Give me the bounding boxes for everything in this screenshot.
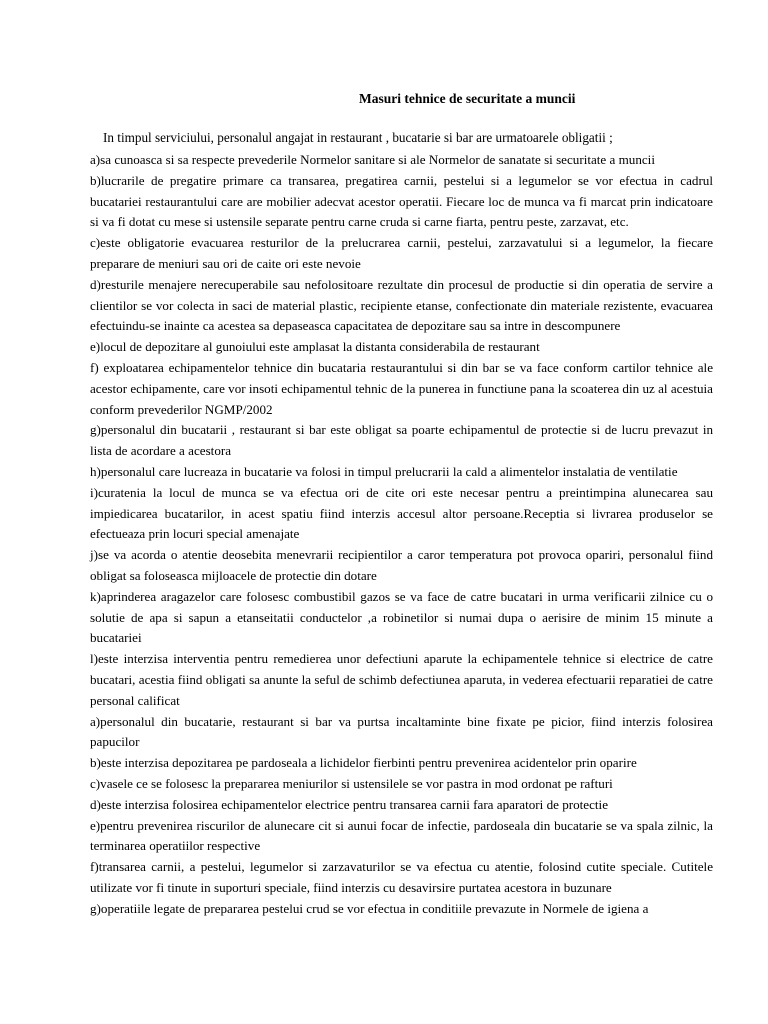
paragraph: d)este interzisa folosirea echipamentelor electrice pentru transarea carnii fara aparatori de protectie (90, 796, 609, 812)
paragraph: e)locul de depozitare al gunoiului este amplasat la distanta considerabila de restaurant (90, 339, 540, 355)
paragraph: e)pentru prevenirea riscurilor de alunecare cit si aunui focar de infectie, pardoseala din bucatarie se va spala zilnic, la terminarea operatiilor respective (90, 817, 713, 854)
paragraph: l)este interzisa interventia pentru remedierea unor defectiuni aparute la echipamentele tehnice si electrice de catre bucatari, acestia fiind obligati sa anunte la seful de schimb defectiunea aparuta, in vederea efectuarii reparatiei de catre personal calificat (90, 651, 713, 708)
paragraph: b)lucrarile de pregatire primare ca transarea, pregatirea carnii, pestelui si a legumelor se vor efectua in cadrul bucatariei restaurantului care are mobilier adecvat acestor operatii. Fiecare loc de munca va fi marcat prin indicatoare si va fi dotat cu mese si ustensile separate pentru carne cruda si carne fiarta, pentru peste, zarzavat, etc. (90, 172, 713, 230)
paragraph: h)personalul care lucreaza in bucatarie va folosi in timpul prelucrarii la cald a alimentelor instalatia de ventilatie (90, 463, 678, 479)
document-body (90, 150, 713, 919)
paragraph: j)se va acorda o atentie deosebita menevrarii recipientilor a caror temperatura pot provoca opariri, personalul fiind obligat sa foloseasca mijloacele de protectie din dotare (90, 547, 713, 583)
paragraph: g)operatiile legate de prepararea pestelui crud se vor efectua in conditiile prevazute in Normele de igiena a (90, 900, 649, 916)
paragraph: f) exploatarea echipamentelor tehnice din bucataria restaurantului si din bar se va face conform cartilor tehnice ale acestor echipamente, care vor insoti echipamentul tehnic de la punerea in functiune pana la scoaterea din uz al acestuia conform prevederilor NGMP/2002 (90, 359, 713, 417)
paragraph: k)aprinderea aragazelor care folosesc combustibil gazos se va face de catre bucatari in urma verificarii zilnice cu o solutie de apa si sapun a etanseitatii conductelor ,a robinetilor si numai dupa o aerisire de minim 15 minute a bucatariei (90, 588, 713, 646)
paragraph: g)personalul din bucatarii , restaurant si bar este obligat sa poarte echipamentul de protectie si de lucru prevazut in lista de acordare a acestora (90, 422, 713, 459)
paragraph: c)este obligatorie evacuarea resturilor de la prelucrarea carnii, pestelui, zarzavatului si a legumelor, la fiecare preparare de meniuri sau ori de caite ori este nevoie (90, 235, 713, 271)
paragraph: c)vasele ce se folosesc la prepararea meniurilor si ustensilele se vor pastra in mod ordonat pe rafturi (90, 775, 613, 791)
paragraph: f)transarea carnii, a pestelui, legumelor si zarzavaturilor se va efectua cu atentie, folosind cutite speciale. Cutitele utilizate vor fi tinute in suporturi speciale, fiind interzis cu desavirsire purtatea acestora in buzunare (90, 859, 713, 895)
intro-paragraph: In timpul serviciului, personalul angajat in restaurant , bucatarie si bar are urmatoarele obligatii ; (103, 130, 613, 145)
paragraph: d)resturile menajere nerecuperabile sau nefolositoare rezultate din procesul de productie si din operatia de servire a clientilor se vor colecta in saci de material plastic, recipiente etanse, confectionate din materiale rezistente, evacuarea efectuindu-se inainte ca acestea sa depaseasca capacitatea de depozitare sau sa intre in descompunere (90, 276, 713, 334)
paragraph: a)sa cunoasca si sa respecte prevederile Normelor sanitare si ale Normelor de sanatate si securitate a muncii (90, 152, 655, 167)
paragraph: b)este interzisa depozitarea pe pardoseala a lichidelor fierbinti pentru prevenirea acidentelor prin oparire (90, 755, 637, 771)
paragraph: i)curatenia la locul de munca se va efectua ori de cite ori este necesar pentru a preintimpina alunecarea sau impiedicarea bucatarilor, in acest spatiu fiind interzis accesul altor persoane.Receptia si livrarea produselor se efectueaza prin locuri special amenajate (90, 484, 713, 542)
document-title: Masuri tehnice de securitate a muncii (359, 91, 576, 106)
paragraph: a)personalul din bucatarie, restaurant si bar va purtsa incaltaminte bine fixate pe picior, fiind interzis folosirea papucilor (90, 713, 713, 750)
